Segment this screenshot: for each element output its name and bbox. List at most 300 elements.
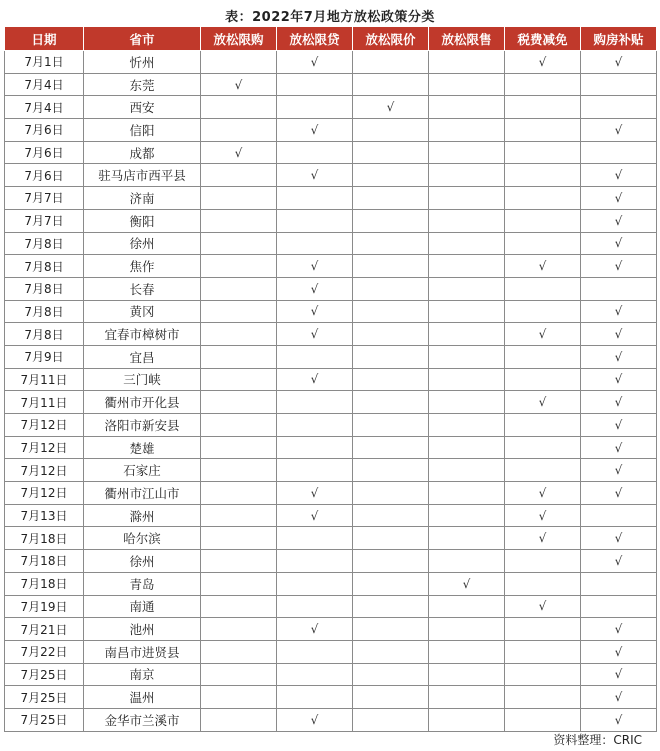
cell-purchase-limit <box>201 209 277 232</box>
cell-tax-relief <box>505 96 581 119</box>
cell-loan-limit <box>277 141 353 164</box>
check-mark-icon: √ <box>538 508 547 523</box>
check-mark-icon: √ <box>310 54 319 69</box>
cell-loan-limit <box>277 482 353 505</box>
check-mark-icon: √ <box>614 622 623 637</box>
cell-loan-limit <box>277 164 353 187</box>
check-mark-icon: √ <box>310 622 319 637</box>
cell-city: 宜昌 <box>84 345 201 368</box>
cell-subsidy <box>581 323 657 346</box>
cell-subsidy <box>581 119 657 142</box>
cell-loan-limit <box>277 323 353 346</box>
cell-sale-limit <box>429 572 505 595</box>
cell-city: 信阳 <box>84 119 201 142</box>
table-row <box>5 187 657 210</box>
cell-date: 7月1日 <box>5 51 84 74</box>
cell-date: 7月12日 <box>5 436 84 459</box>
check-mark-icon: √ <box>538 54 547 69</box>
cell-tax-relief <box>505 187 581 210</box>
cell-loan-limit <box>277 391 353 414</box>
cell-price-limit <box>353 255 429 278</box>
cell-purchase-limit <box>201 368 277 391</box>
cell-tax-relief <box>505 708 581 731</box>
table-row <box>5 482 657 505</box>
cell-loan-limit <box>277 277 353 300</box>
cell-sale-limit <box>429 300 505 323</box>
cell-city: 徐州 <box>84 550 201 573</box>
cell-city: 衢州市开化县 <box>84 391 201 414</box>
cell-price-limit <box>353 436 429 459</box>
cell-subsidy <box>581 96 657 119</box>
check-mark-icon: √ <box>310 327 319 342</box>
cell-purchase-limit <box>201 141 277 164</box>
table-row <box>5 368 657 391</box>
cell-sale-limit <box>429 323 505 346</box>
cell-tax-relief <box>505 277 581 300</box>
cell-price-limit <box>353 708 429 731</box>
cell-subsidy <box>581 482 657 505</box>
cell-purchase-limit <box>201 459 277 482</box>
cell-date: 7月19日 <box>5 595 84 618</box>
check-mark-icon: √ <box>234 145 243 160</box>
cell-purchase-limit <box>201 96 277 119</box>
check-mark-icon: √ <box>614 531 623 546</box>
table-row <box>5 73 657 96</box>
table-row <box>5 96 657 119</box>
check-mark-icon: √ <box>386 100 395 115</box>
cell-purchase-limit <box>201 323 277 346</box>
cell-loan-limit <box>277 187 353 210</box>
check-mark-icon: √ <box>614 304 623 319</box>
cell-subsidy <box>581 595 657 618</box>
cell-subsidy <box>581 414 657 437</box>
cell-date: 7月8日 <box>5 232 84 255</box>
cell-date: 7月9日 <box>5 345 84 368</box>
cell-date: 7月22日 <box>5 640 84 663</box>
cell-date: 7月6日 <box>5 141 84 164</box>
cell-loan-limit <box>277 595 353 618</box>
check-mark-icon: √ <box>310 259 319 274</box>
check-mark-icon: √ <box>614 667 623 682</box>
check-mark-icon: √ <box>614 712 623 727</box>
cell-date: 7月7日 <box>5 187 84 210</box>
cell-sale-limit <box>429 96 505 119</box>
cell-loan-limit <box>277 436 353 459</box>
cell-purchase-limit <box>201 572 277 595</box>
table-row <box>5 300 657 323</box>
cell-subsidy <box>581 232 657 255</box>
cell-date: 7月11日 <box>5 368 84 391</box>
cell-date: 7月4日 <box>5 96 84 119</box>
check-mark-icon: √ <box>538 531 547 546</box>
cell-tax-relief <box>505 141 581 164</box>
cell-loan-limit <box>277 345 353 368</box>
cell-purchase-limit <box>201 119 277 142</box>
cell-city: 楚雄 <box>84 436 201 459</box>
cell-city: 金华市兰溪市 <box>84 708 201 731</box>
cell-tax-relief <box>505 232 581 255</box>
cell-subsidy <box>581 73 657 96</box>
cell-purchase-limit <box>201 686 277 709</box>
cell-price-limit <box>353 209 429 232</box>
cell-subsidy <box>581 550 657 573</box>
cell-subsidy <box>581 368 657 391</box>
cell-price-limit <box>353 686 429 709</box>
check-mark-icon: √ <box>614 54 623 69</box>
cell-tax-relief <box>505 663 581 686</box>
cell-loan-limit <box>277 459 353 482</box>
cell-date: 7月21日 <box>5 618 84 641</box>
cell-purchase-limit <box>201 708 277 731</box>
cell-purchase-limit <box>201 482 277 505</box>
check-mark-icon: √ <box>310 281 319 296</box>
cell-subsidy <box>581 51 657 74</box>
check-mark-icon: √ <box>234 77 243 92</box>
cell-subsidy <box>581 141 657 164</box>
check-mark-icon: √ <box>614 644 623 659</box>
check-mark-icon: √ <box>614 417 623 432</box>
cell-price-limit <box>353 300 429 323</box>
cell-tax-relief <box>505 504 581 527</box>
cell-price-limit <box>353 391 429 414</box>
cell-city: 衡阳 <box>84 209 201 232</box>
cell-date: 7月13日 <box>5 504 84 527</box>
cell-purchase-limit <box>201 255 277 278</box>
cell-sale-limit <box>429 595 505 618</box>
table-row <box>5 686 657 709</box>
table-row <box>5 141 657 164</box>
cell-price-limit <box>353 164 429 187</box>
cell-city: 南昌市进贤县 <box>84 640 201 663</box>
cell-subsidy <box>581 255 657 278</box>
check-mark-icon: √ <box>310 485 319 500</box>
table-row <box>5 618 657 641</box>
cell-sale-limit <box>429 708 505 731</box>
table-title: 表：2022年7月地方放松政策分类 <box>225 10 435 25</box>
cell-price-limit <box>353 323 429 346</box>
header-date: 日期 <box>5 27 84 51</box>
cell-loan-limit <box>277 527 353 550</box>
header-loan-limit: 放松限贷 <box>277 27 353 51</box>
cell-sale-limit <box>429 119 505 142</box>
cell-tax-relief <box>505 164 581 187</box>
cell-price-limit <box>353 277 429 300</box>
check-mark-icon: √ <box>614 259 623 274</box>
cell-subsidy <box>581 572 657 595</box>
cell-purchase-limit <box>201 187 277 210</box>
cell-city: 徐州 <box>84 232 201 255</box>
cell-subsidy <box>581 640 657 663</box>
cell-date: 7月8日 <box>5 255 84 278</box>
header-city: 省市 <box>84 27 201 51</box>
cell-price-limit <box>353 618 429 641</box>
cell-sale-limit <box>429 368 505 391</box>
cell-tax-relief <box>505 345 581 368</box>
cell-subsidy <box>581 436 657 459</box>
cell-city: 东莞 <box>84 73 201 96</box>
cell-purchase-limit <box>201 640 277 663</box>
check-mark-icon: √ <box>538 327 547 342</box>
table-row <box>5 164 657 187</box>
table-row <box>5 345 657 368</box>
cell-purchase-limit <box>201 550 277 573</box>
cell-loan-limit <box>277 663 353 686</box>
cell-date: 7月7日 <box>5 209 84 232</box>
cell-price-limit <box>353 527 429 550</box>
check-mark-icon: √ <box>614 168 623 183</box>
cell-city: 温州 <box>84 686 201 709</box>
cell-city: 哈尔滨 <box>84 527 201 550</box>
cell-loan-limit <box>277 572 353 595</box>
cell-sale-limit <box>429 686 505 709</box>
check-mark-icon: √ <box>310 304 319 319</box>
cell-tax-relief <box>505 209 581 232</box>
table-row <box>5 51 657 74</box>
cell-loan-limit <box>277 504 353 527</box>
cell-price-limit <box>353 640 429 663</box>
check-mark-icon: √ <box>614 122 623 137</box>
table-row <box>5 323 657 346</box>
table-row <box>5 255 657 278</box>
header-sale-limit: 放松限售 <box>429 27 505 51</box>
cell-city: 黄冈 <box>84 300 201 323</box>
cell-tax-relief <box>505 51 581 74</box>
cell-purchase-limit <box>201 345 277 368</box>
cell-subsidy <box>581 187 657 210</box>
cell-date: 7月25日 <box>5 708 84 731</box>
cell-sale-limit <box>429 345 505 368</box>
check-mark-icon: √ <box>614 372 623 387</box>
cell-loan-limit <box>277 96 353 119</box>
cell-date: 7月18日 <box>5 572 84 595</box>
check-mark-icon: √ <box>310 168 319 183</box>
check-mark-icon: √ <box>310 122 319 137</box>
table-row <box>5 459 657 482</box>
cell-sale-limit <box>429 414 505 437</box>
cell-price-limit <box>353 232 429 255</box>
table-row <box>5 414 657 437</box>
cell-city: 成都 <box>84 141 201 164</box>
cell-price-limit <box>353 482 429 505</box>
cell-loan-limit <box>277 550 353 573</box>
cell-date: 7月25日 <box>5 686 84 709</box>
cell-purchase-limit <box>201 164 277 187</box>
check-mark-icon: √ <box>462 576 471 591</box>
cell-city: 池州 <box>84 618 201 641</box>
cell-price-limit <box>353 663 429 686</box>
header-price-limit: 放松限价 <box>353 27 429 51</box>
cell-price-limit <box>353 368 429 391</box>
cell-city: 南通 <box>84 595 201 618</box>
cell-city: 驻马店市西平县 <box>84 164 201 187</box>
cell-tax-relief <box>505 459 581 482</box>
cell-sale-limit <box>429 527 505 550</box>
header-purchase-limit: 放松限购 <box>201 27 277 51</box>
cell-subsidy <box>581 391 657 414</box>
cell-subsidy <box>581 459 657 482</box>
cell-price-limit <box>353 595 429 618</box>
cell-loan-limit <box>277 640 353 663</box>
cell-price-limit <box>353 187 429 210</box>
cell-loan-limit <box>277 119 353 142</box>
cell-tax-relief <box>505 255 581 278</box>
table-row <box>5 436 657 459</box>
cell-tax-relief <box>505 595 581 618</box>
check-mark-icon: √ <box>614 349 623 364</box>
cell-date: 7月8日 <box>5 323 84 346</box>
cell-sale-limit <box>429 482 505 505</box>
check-mark-icon: √ <box>614 553 623 568</box>
cell-city: 忻州 <box>84 51 201 74</box>
cell-date: 7月11日 <box>5 391 84 414</box>
cell-city: 三门峡 <box>84 368 201 391</box>
cell-date: 7月18日 <box>5 550 84 573</box>
table-row <box>5 527 657 550</box>
cell-city: 长春 <box>84 277 201 300</box>
table-row <box>5 277 657 300</box>
cell-city: 滁州 <box>84 504 201 527</box>
cell-loan-limit <box>277 368 353 391</box>
cell-subsidy <box>581 663 657 686</box>
cell-loan-limit <box>277 618 353 641</box>
cell-loan-limit <box>277 232 353 255</box>
cell-purchase-limit <box>201 595 277 618</box>
cell-purchase-limit <box>201 232 277 255</box>
cell-purchase-limit <box>201 73 277 96</box>
check-mark-icon: √ <box>614 213 623 228</box>
cell-date: 7月12日 <box>5 459 84 482</box>
cell-subsidy <box>581 527 657 550</box>
cell-sale-limit <box>429 277 505 300</box>
cell-sale-limit <box>429 255 505 278</box>
cell-sale-limit <box>429 51 505 74</box>
cell-price-limit <box>353 550 429 573</box>
cell-price-limit <box>353 414 429 437</box>
table-row <box>5 209 657 232</box>
cell-price-limit <box>353 345 429 368</box>
cell-tax-relief <box>505 300 581 323</box>
cell-purchase-limit <box>201 277 277 300</box>
check-mark-icon: √ <box>538 485 547 500</box>
cell-sale-limit <box>429 391 505 414</box>
table-row <box>5 391 657 414</box>
cell-purchase-limit <box>201 414 277 437</box>
cell-sale-limit <box>429 436 505 459</box>
cell-tax-relief <box>505 436 581 459</box>
table-row <box>5 708 657 731</box>
check-mark-icon: √ <box>310 508 319 523</box>
cell-city: 济南 <box>84 187 201 210</box>
cell-loan-limit <box>277 209 353 232</box>
cell-loan-limit <box>277 300 353 323</box>
cell-sale-limit <box>429 73 505 96</box>
cell-date: 7月8日 <box>5 277 84 300</box>
cell-tax-relief <box>505 686 581 709</box>
cell-subsidy <box>581 209 657 232</box>
cell-tax-relief <box>505 391 581 414</box>
check-mark-icon: √ <box>310 712 319 727</box>
table-row <box>5 550 657 573</box>
header-subsidy: 购房补贴 <box>581 27 657 51</box>
cell-price-limit <box>353 459 429 482</box>
cell-purchase-limit <box>201 300 277 323</box>
check-mark-icon: √ <box>614 463 623 478</box>
cell-tax-relief <box>505 414 581 437</box>
header-tax-relief: 税费减免 <box>505 27 581 51</box>
cell-tax-relief <box>505 640 581 663</box>
cell-sale-limit <box>429 209 505 232</box>
cell-sale-limit <box>429 232 505 255</box>
cell-date: 7月12日 <box>5 414 84 437</box>
cell-sale-limit <box>429 618 505 641</box>
cell-purchase-limit <box>201 436 277 459</box>
cell-price-limit <box>353 73 429 96</box>
cell-subsidy <box>581 345 657 368</box>
table-body <box>5 51 657 732</box>
cell-subsidy <box>581 164 657 187</box>
cell-price-limit <box>353 51 429 74</box>
cell-city: 西安 <box>84 96 201 119</box>
cell-purchase-limit <box>201 504 277 527</box>
cell-purchase-limit <box>201 51 277 74</box>
cell-sale-limit <box>429 504 505 527</box>
cell-date: 7月6日 <box>5 119 84 142</box>
cell-city: 南京 <box>84 663 201 686</box>
cell-tax-relief <box>505 323 581 346</box>
source-note: 资料整理：CRIC <box>553 733 642 747</box>
cell-subsidy <box>581 300 657 323</box>
cell-loan-limit <box>277 73 353 96</box>
cell-price-limit <box>353 96 429 119</box>
cell-tax-relief <box>505 119 581 142</box>
cell-subsidy <box>581 686 657 709</box>
check-mark-icon: √ <box>538 395 547 410</box>
cell-sale-limit <box>429 640 505 663</box>
cell-loan-limit <box>277 414 353 437</box>
cell-sale-limit <box>429 187 505 210</box>
table-row <box>5 663 657 686</box>
cell-purchase-limit <box>201 618 277 641</box>
cell-date: 7月6日 <box>5 164 84 187</box>
cell-sale-limit <box>429 141 505 164</box>
cell-loan-limit <box>277 708 353 731</box>
cell-loan-limit <box>277 255 353 278</box>
cell-subsidy <box>581 504 657 527</box>
cell-tax-relief <box>505 550 581 573</box>
cell-purchase-limit <box>201 391 277 414</box>
check-mark-icon: √ <box>538 599 547 614</box>
cell-subsidy <box>581 708 657 731</box>
cell-date: 7月12日 <box>5 482 84 505</box>
check-mark-icon: √ <box>614 327 623 342</box>
cell-city: 衢州市江山市 <box>84 482 201 505</box>
table-row <box>5 119 657 142</box>
cell-purchase-limit <box>201 527 277 550</box>
cell-price-limit <box>353 119 429 142</box>
cell-sale-limit <box>429 459 505 482</box>
cell-tax-relief <box>505 482 581 505</box>
cell-subsidy <box>581 618 657 641</box>
cell-price-limit <box>353 504 429 527</box>
check-mark-icon: √ <box>614 190 623 205</box>
check-mark-icon: √ <box>614 485 623 500</box>
cell-loan-limit <box>277 686 353 709</box>
table-row <box>5 640 657 663</box>
cell-date: 7月25日 <box>5 663 84 686</box>
cell-sale-limit <box>429 164 505 187</box>
cell-city: 青岛 <box>84 572 201 595</box>
check-mark-icon: √ <box>614 440 623 455</box>
